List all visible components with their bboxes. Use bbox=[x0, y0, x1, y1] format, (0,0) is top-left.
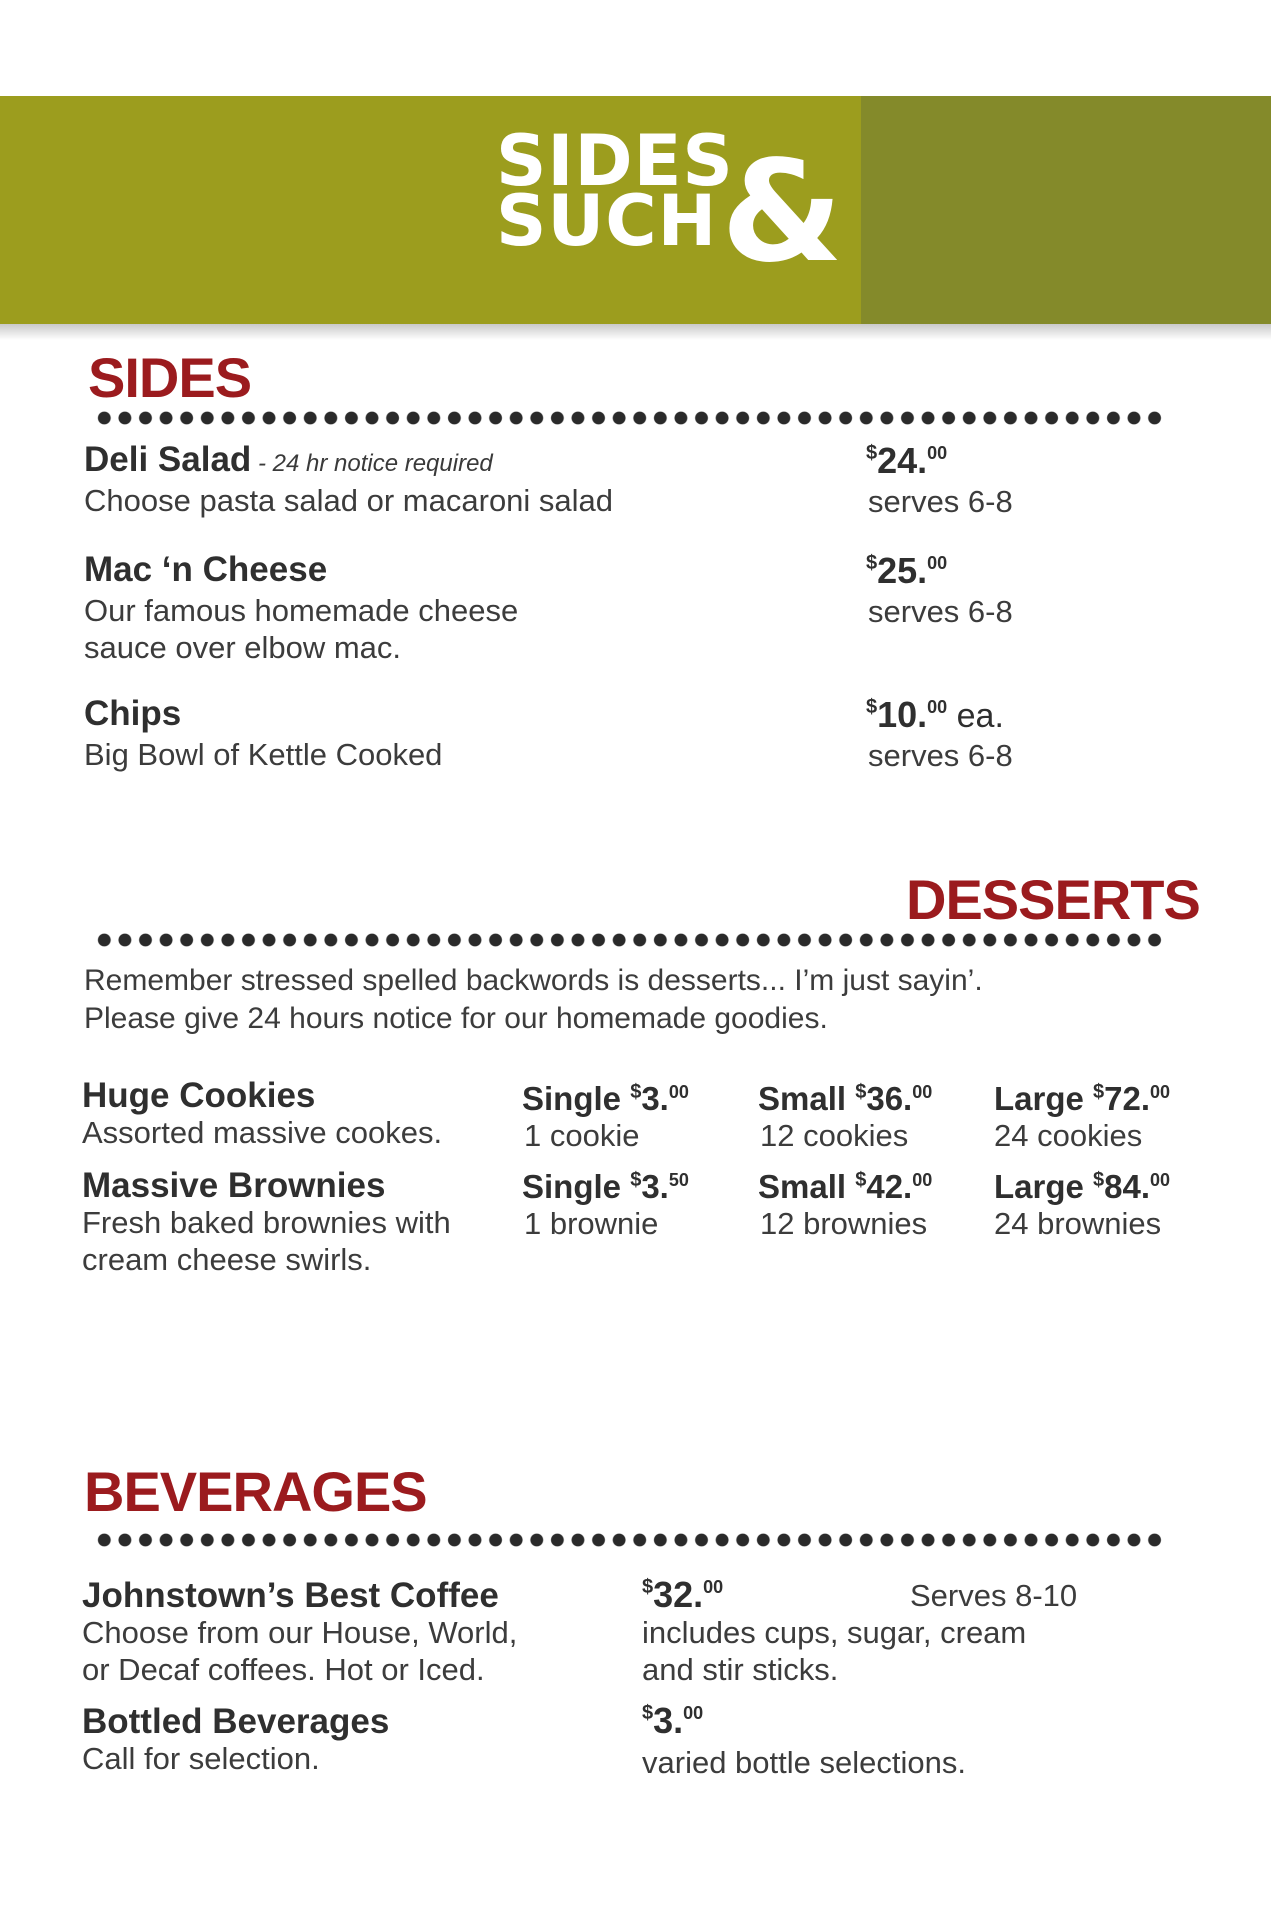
desserts-intro bbox=[84, 962, 983, 1038]
currency-symbol: $ bbox=[866, 696, 878, 718]
mac-n-cheese-name: Mac ‘n Cheese bbox=[84, 550, 328, 589]
currency-symbol: $ bbox=[866, 442, 878, 464]
header-shadow bbox=[0, 324, 1271, 340]
price-main: 32. bbox=[653, 1574, 704, 1615]
coffee-serves: Serves 8-10 bbox=[910, 1578, 1078, 1613]
currency-symbol: $ bbox=[1093, 1081, 1105, 1103]
chips-desc: Big Bowl of Kettle Cooked bbox=[84, 737, 443, 772]
price-cents: 00 bbox=[927, 553, 948, 573]
price-cents: 00 bbox=[668, 1082, 689, 1102]
bottled-beverages-name: Bottled Beverages bbox=[82, 1702, 390, 1741]
brownies-large-qty: 24 brownies bbox=[994, 1206, 1162, 1241]
brownies-small-price bbox=[758, 1168, 932, 1206]
desc-line: sauce over elbow mac. bbox=[84, 630, 402, 665]
coffee-price bbox=[642, 1574, 723, 1616]
coffee-name: Johnstown’s Best Coffee bbox=[82, 1576, 499, 1615]
price-main: 3. bbox=[641, 1080, 669, 1117]
deli-salad-desc: Choose pasta salad or macaroni salad bbox=[84, 483, 614, 518]
mac-n-cheese-price bbox=[866, 550, 947, 592]
mac-n-cheese-desc bbox=[84, 592, 518, 666]
menu-item-name bbox=[84, 440, 493, 480]
desserts-title: DESSERTS bbox=[906, 868, 1200, 931]
logo-line-1: SIDES bbox=[496, 120, 734, 202]
cookies-small-price bbox=[758, 1080, 932, 1118]
deli-salad-serves: serves 6-8 bbox=[868, 484, 1013, 519]
tier-label: Small bbox=[758, 1168, 856, 1205]
price-cents: 00 bbox=[1150, 1082, 1171, 1102]
price-suffix: ea. bbox=[947, 697, 1004, 735]
beverages-dot-divider bbox=[94, 1532, 1166, 1548]
price-cents: 00 bbox=[927, 697, 948, 717]
desc-line: Our famous homemade cheese bbox=[84, 593, 519, 628]
price-main: 25. bbox=[877, 550, 928, 591]
price-cents: 00 bbox=[912, 1170, 933, 1190]
price-main: 3. bbox=[653, 1700, 684, 1741]
chips-serves: serves 6-8 bbox=[868, 738, 1013, 773]
tier-label: Large bbox=[994, 1168, 1094, 1205]
currency-symbol: $ bbox=[855, 1169, 867, 1191]
intro-line: Please give 24 hours notice for our homemade goodies. bbox=[84, 1002, 828, 1035]
cookies-single-price bbox=[522, 1080, 689, 1118]
intro-line: Remember stressed spelled backwords is desserts... I’m just sayin’. bbox=[84, 964, 983, 997]
desc-line: Fresh baked brownies with bbox=[82, 1205, 451, 1240]
logo-ampersand: & bbox=[721, 131, 844, 294]
price-main: 3. bbox=[641, 1168, 669, 1205]
bottled-beverages-price bbox=[642, 1700, 703, 1742]
brownies-single-qty: 1 brownie bbox=[524, 1206, 659, 1241]
massive-brownies-name: Massive Brownies bbox=[82, 1166, 386, 1205]
huge-cookies-desc: Assorted massive cookes. bbox=[82, 1115, 443, 1150]
currency-symbol: $ bbox=[642, 1702, 654, 1724]
cookies-large-qty: 24 cookies bbox=[994, 1118, 1143, 1153]
deli-salad-name: Deli Salad bbox=[84, 440, 252, 479]
price-cents: 00 bbox=[912, 1082, 933, 1102]
mac-n-cheese-serves: serves 6-8 bbox=[868, 594, 1013, 629]
sides-and-such-logo bbox=[496, 120, 856, 294]
bottled-beverages-desc: Call for selection. bbox=[82, 1741, 320, 1776]
detail-line: and stir sticks. bbox=[642, 1652, 839, 1687]
beverages-title: BEVERAGES bbox=[84, 1460, 427, 1523]
desserts-dot-divider bbox=[94, 932, 1166, 948]
currency-symbol: $ bbox=[630, 1169, 642, 1191]
chips-name: Chips bbox=[84, 694, 182, 733]
tier-label: Small bbox=[758, 1080, 856, 1117]
price-cents: 00 bbox=[1150, 1170, 1171, 1190]
currency-symbol: $ bbox=[642, 1576, 654, 1598]
tier-label: Single bbox=[522, 1168, 631, 1205]
detail-line: includes cups, sugar, cream bbox=[642, 1615, 1027, 1650]
cookies-single-qty: 1 cookie bbox=[524, 1118, 640, 1153]
price-cents: 00 bbox=[927, 443, 948, 463]
brownies-large-price bbox=[994, 1168, 1170, 1206]
currency-symbol: $ bbox=[1093, 1169, 1105, 1191]
deli-salad-note: - 24 hr notice required bbox=[251, 450, 493, 477]
massive-brownies-desc bbox=[82, 1204, 451, 1278]
tier-label: Large bbox=[994, 1080, 1094, 1117]
header-banner-right bbox=[861, 96, 1271, 324]
price-cents: 50 bbox=[668, 1170, 689, 1190]
currency-symbol: $ bbox=[866, 552, 878, 574]
coffee-details bbox=[642, 1614, 1026, 1688]
brownies-single-price bbox=[522, 1168, 689, 1206]
tier-label: Single bbox=[522, 1080, 631, 1117]
price-main: 72. bbox=[1104, 1080, 1151, 1117]
desc-line: or Decaf coffees. Hot or Iced. bbox=[82, 1652, 485, 1687]
desc-line: cream cheese swirls. bbox=[82, 1242, 372, 1277]
price-cents: 00 bbox=[683, 1703, 704, 1723]
sides-title: SIDES bbox=[88, 346, 252, 409]
logo-line-2: SUCH bbox=[496, 180, 718, 262]
desc-line: Choose from our House, World, bbox=[82, 1615, 518, 1650]
coffee-desc bbox=[82, 1614, 517, 1688]
price-main: 10. bbox=[877, 694, 928, 735]
price-main: 24. bbox=[877, 440, 928, 481]
sides-dot-divider bbox=[94, 410, 1166, 426]
cookies-large-price bbox=[994, 1080, 1170, 1118]
cookies-small-qty: 12 cookies bbox=[760, 1118, 909, 1153]
price-main: 36. bbox=[866, 1080, 913, 1117]
chips-price bbox=[866, 694, 1004, 736]
brownies-small-qty: 12 brownies bbox=[760, 1206, 928, 1241]
bottled-beverages-details: varied bottle selections. bbox=[642, 1745, 966, 1780]
price-main: 42. bbox=[866, 1168, 913, 1205]
huge-cookies-name: Huge Cookies bbox=[82, 1076, 316, 1115]
deli-salad-price bbox=[866, 440, 947, 482]
currency-symbol: $ bbox=[855, 1081, 867, 1103]
price-main: 84. bbox=[1104, 1168, 1151, 1205]
price-cents: 00 bbox=[703, 1577, 724, 1597]
currency-symbol: $ bbox=[630, 1081, 642, 1103]
